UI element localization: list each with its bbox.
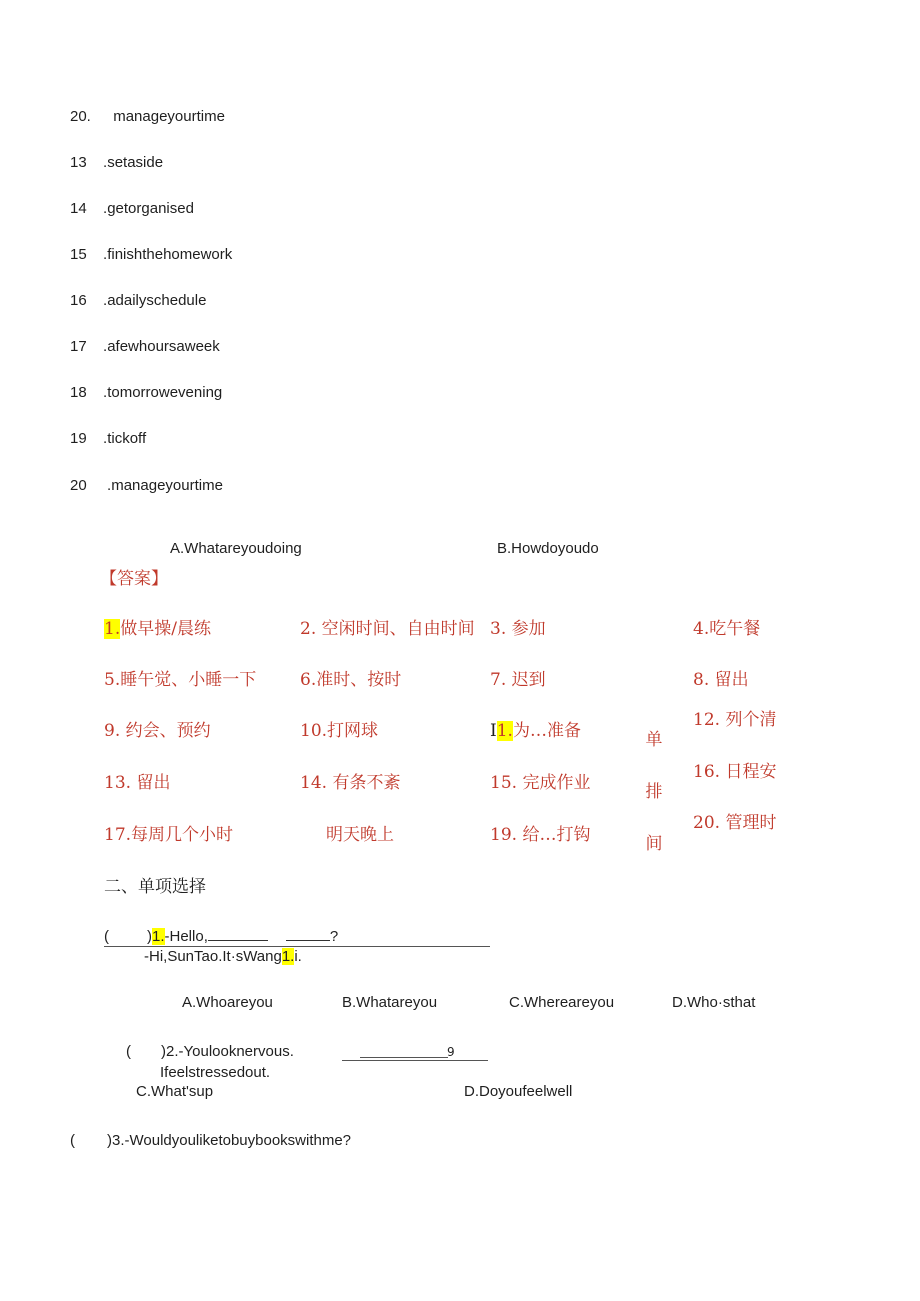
q2-option-d[interactable]: D.Doyoufeelwell [464, 1083, 573, 1100]
answer-text: 为…准备 [512, 721, 581, 741]
answer-3: 3. 参加 [490, 619, 546, 639]
q1-option-a[interactable]: A.Whoareyou [182, 994, 273, 1011]
reply-text: -Hi,SunTao.It·sWang [144, 948, 282, 965]
reply-suffix: i. [294, 948, 302, 965]
option-a: A.Whatareyoudoing [170, 540, 302, 557]
vocab-item [70, 246, 232, 263]
q1-option-b[interactable]: B.Whatareyou [342, 994, 438, 1011]
vertical-char: 排 [645, 782, 663, 802]
answer-number: 1. [104, 619, 121, 639]
vocab-text: .getorganised [103, 200, 194, 217]
answer-heading: 【答案】 [100, 569, 168, 589]
vocab-number: 15 [70, 246, 87, 263]
paren-open: ( [126, 1043, 131, 1060]
question-text: -Hello, [164, 928, 208, 945]
question-2 [126, 1043, 294, 1060]
vocab-item [70, 430, 146, 447]
answer-blank[interactable] [109, 927, 147, 941]
vocab-item [70, 108, 225, 125]
answer-8: 8. 留出 [693, 670, 749, 690]
fill-blank[interactable] [208, 926, 268, 941]
answer-17: 17.每周几个小时 [104, 825, 234, 845]
question-number: 1. [152, 928, 165, 945]
q2-option-c[interactable]: C.What'sup [136, 1083, 214, 1100]
vocab-text: .tomorrowevening [103, 384, 223, 401]
vocab-text: .afewhoursaweek [103, 338, 220, 355]
answer-6: 6.准时、按时 [300, 670, 402, 690]
blank-mark: 9 [447, 1045, 455, 1059]
answer-prefix: I [490, 721, 497, 741]
vocab-number: 14 [70, 200, 87, 217]
answer-12: 12. 列个清 [693, 710, 777, 730]
answer-line-inner [360, 1057, 448, 1058]
vocab-text: .setaside [103, 154, 164, 171]
answer-text: 做早操/晨练 [120, 619, 211, 639]
vocab-text: .finishthehomework [103, 246, 233, 263]
option-b: B.Howdoyoudo [497, 540, 599, 557]
paren-open: ( [70, 1132, 75, 1149]
vertical-char: 单 [645, 730, 663, 750]
vertical-char: 间 [645, 834, 663, 854]
answer-9: 9. 约会、预约 [104, 721, 211, 741]
answer-18: 明天晚上 [326, 825, 394, 845]
answer-number: 1. [496, 721, 513, 741]
answer-7: 7. 迟到 [490, 670, 546, 690]
vocab-item [70, 477, 223, 494]
vocab-item [70, 292, 206, 309]
vocab-text: .adailyschedule [103, 292, 207, 309]
paren-close: ) [147, 928, 152, 945]
answer-20: 20. 管理时 [693, 813, 777, 833]
fill-blank[interactable] [286, 926, 330, 941]
vocab-number: 20 [70, 477, 87, 494]
answer-13: 13. 留出 [104, 773, 171, 793]
vocab-number: 17 [70, 338, 87, 355]
vocab-text: manageyourtime [113, 108, 225, 125]
paren-open: ( [104, 928, 109, 945]
question-2-reply: Ifeelstressedout. [160, 1064, 271, 1081]
q1-option-d[interactable]: D.Who·sthat [672, 994, 756, 1011]
vocab-number: 16 [70, 292, 87, 309]
answer-4: 4.吃午餐 [693, 619, 761, 639]
question-mark: ? [329, 928, 339, 945]
vocab-text: .tickoff [103, 430, 147, 447]
answer-19: 19. 给…打钩 [490, 825, 591, 845]
q1-option-c[interactable]: C.Whereareyou [509, 994, 615, 1011]
vocab-number: 13 [70, 154, 87, 171]
answer-line[interactable] [342, 1060, 488, 1061]
question-text: )2.-Youlooknervous. [161, 1043, 294, 1060]
section-title: 二、单项选择 [104, 877, 206, 897]
vocab-item [70, 200, 194, 217]
vocab-item [70, 338, 220, 355]
vocab-item [70, 384, 222, 401]
answer-2: 2. 空闲时间、自由时间 [300, 619, 475, 639]
answer-1 [104, 614, 211, 639]
question-3 [70, 1132, 351, 1149]
vocab-number: 18 [70, 384, 87, 401]
answer-11 [490, 716, 581, 741]
question-1 [104, 926, 338, 945]
vocab-number: 19 [70, 430, 87, 447]
answer-15: 15. 完成作业 [490, 773, 591, 793]
vocab-number: 20. [70, 108, 91, 125]
answer-14: 14. 有条不紊 [300, 773, 401, 793]
question-text: )3.-Wouldyouliketobuybookswithme? [107, 1132, 352, 1149]
vocab-item [70, 154, 163, 171]
divider-line [104, 946, 490, 947]
vocab-text: .manageyourtime [107, 477, 223, 494]
reply-number: 1. [281, 948, 295, 965]
answer-10: 10.打网球 [300, 721, 379, 741]
answer-5: 5.睡午觉、小睡一下 [104, 670, 257, 690]
question-1-reply [144, 948, 302, 965]
answer-16: 16. 日程安 [693, 762, 777, 782]
